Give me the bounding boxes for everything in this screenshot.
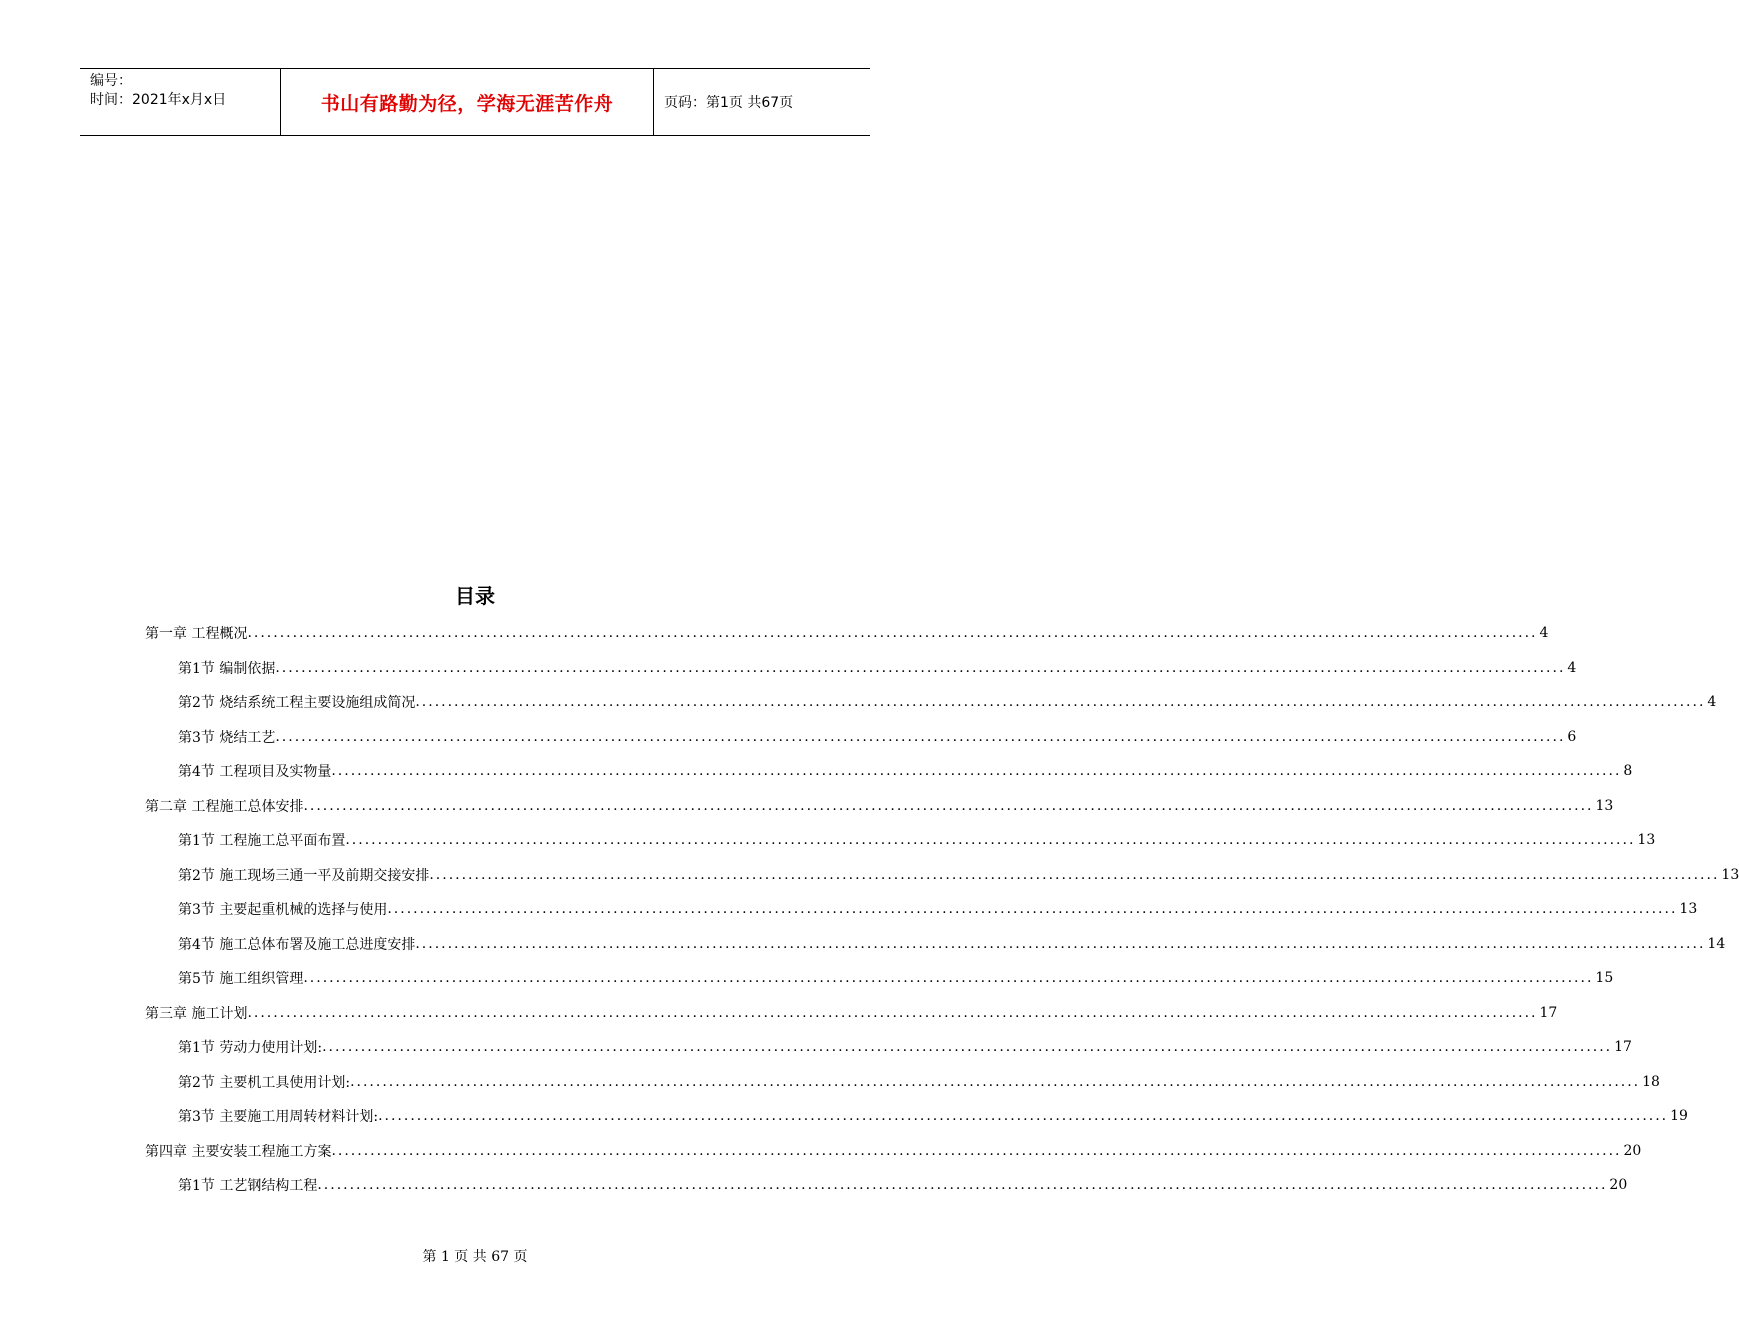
toc-entry-label: 第2节 主要机工具使用计划: [178, 1074, 351, 1091]
toc-entry-page: 13 [1721, 866, 1739, 883]
toc-section-entry[interactable] [178, 754, 1633, 788]
toc-chapter-entry[interactable] [145, 616, 1549, 650]
header-meta-cell [80, 69, 281, 135]
toc-leader-dots: ........................................................................................................................................................................................................ [378, 1108, 1669, 1124]
toc-leader-dots: ........................................................................................................................................................................................................ [415, 935, 1706, 952]
header-page-info: 页码：第1页 共67页 [664, 95, 794, 111]
toc-entry-page: 15 [1595, 970, 1614, 986]
toc-leader-dots: ........................................................................................................................................................................................................ [275, 659, 1566, 676]
toc-section-entry[interactable] [178, 1168, 1628, 1202]
toc-entry-label: 第3节 烧结工艺 [178, 729, 276, 746]
toc-entry-page: 8 [1623, 763, 1633, 779]
toc-leader-dots: ........................................................................................................................................................................................................ [247, 625, 1538, 641]
toc-entry-page: 20 [1609, 1177, 1628, 1193]
page-footer: 第 1 页 共 67 页 [422, 1249, 528, 1265]
toc-entry-label: 第四章 主要安装工程施工方案 [145, 1143, 332, 1160]
toc-leader-dots: ........................................................................................................................................................................................................ [429, 866, 1720, 883]
toc-entry-label: 第1节 工艺钢结构工程 [178, 1178, 318, 1194]
toc-section-entry[interactable] [178, 823, 1656, 857]
toc-section-entry[interactable] [178, 1099, 1688, 1133]
toc-section-entry[interactable] [178, 1030, 1632, 1064]
toc-leader-dots: ........................................................................................................................................................................................................ [331, 1142, 1622, 1159]
toc-entry-page: 17 [1614, 1039, 1632, 1055]
toc-leader-dots: ........................................................................................................................................................................................................ [303, 970, 1594, 986]
toc-leader-dots: ........................................................................................................................................................................................................ [350, 1073, 1641, 1090]
toc-leader-dots: ........................................................................................................................................................................................................ [317, 1177, 1608, 1193]
toc-entry-label: 第4节 工程项目及实物量 [178, 764, 332, 780]
toc-entry-page: 13 [1679, 901, 1698, 917]
toc-entry-label: 第4节 施工总体布署及施工总进度安排 [178, 936, 416, 953]
toc-chapter-entry[interactable] [145, 789, 1614, 823]
toc-entry-label: 第3节 主要起重机械的选择与使用 [178, 902, 388, 918]
toc-leader-dots: ........................................................................................................................................................................................................ [387, 901, 1678, 917]
toc-entry-label: 第3节 主要施工用周转材料计划: [178, 1109, 379, 1125]
toc-leader-dots: ........................................................................................................................................................................................................ [415, 694, 1706, 710]
toc-entry-label: 第1节 劳动力使用计划: [178, 1040, 323, 1056]
toc-entry-page: 4 [1567, 659, 1577, 676]
document-header [80, 68, 870, 136]
toc-entry-label: 第三章 施工计划 [145, 1005, 248, 1022]
toc-chapter-entry[interactable] [145, 996, 1558, 1030]
toc-entry-label: 第1节 编制依据 [178, 660, 276, 677]
toc-entry-page: 4 [1539, 625, 1549, 641]
toc-section-entry[interactable] [178, 927, 1726, 961]
toc-entry-label: 第二章 工程施工总体安排 [145, 798, 304, 815]
toc-entry-page: 6 [1567, 728, 1577, 745]
toc-chapter-entry[interactable] [145, 1134, 1642, 1168]
toc-entry-label: 第1节 工程施工总平面布置 [178, 833, 346, 849]
toc-section-entry[interactable] [178, 892, 1698, 926]
toc-entry-page: 4 [1707, 694, 1717, 710]
toc-section-entry[interactable] [178, 651, 1577, 685]
toc-section-entry[interactable] [178, 720, 1577, 754]
toc-leader-dots: ........................................................................................................................................................................................................ [322, 1039, 1613, 1055]
toc-entry-label: 第一章 工程概况 [145, 626, 248, 642]
toc-leader-dots: ........................................................................................................................................................................................................ [303, 797, 1594, 814]
toc-entry-page: 13 [1637, 832, 1656, 848]
toc-leader-dots: ........................................................................................................................................................................................................ [247, 1004, 1538, 1021]
toc-section-entry[interactable] [178, 1065, 1660, 1099]
toc-entry-page: 20 [1623, 1142, 1642, 1159]
toc-leader-dots: ........................................................................................................................................................................................................ [345, 832, 1636, 848]
toc-entry-page: 13 [1595, 797, 1614, 814]
header-motto: 书山有路勤为径，学海无涯苦作舟 [281, 69, 654, 135]
document-date-label: 时间：2021年x月x日 [90, 92, 227, 108]
toc-section-entry[interactable] [178, 858, 1739, 892]
toc-entry-page: 17 [1539, 1004, 1558, 1021]
document-number-label: 编号： [90, 73, 132, 89]
toc-entry-label: 第2节 烧结系统工程主要设施组成简况 [178, 695, 416, 711]
toc-entry-page: 14 [1707, 935, 1726, 952]
toc-section-entry[interactable] [178, 685, 1717, 719]
toc-entry-page: 18 [1642, 1073, 1660, 1090]
toc-section-entry[interactable] [178, 961, 1614, 995]
toc-leader-dots: ........................................................................................................................................................................................................ [331, 763, 1622, 779]
toc-entry-label: 第2节 施工现场三通一平及前期交接安排 [178, 867, 430, 884]
toc-title: 目录 [455, 584, 495, 608]
toc-entry-label: 第5节 施工组织管理 [178, 971, 304, 987]
toc-leader-dots: ........................................................................................................................................................................................................ [275, 728, 1566, 745]
toc-entry-page: 19 [1670, 1108, 1688, 1124]
